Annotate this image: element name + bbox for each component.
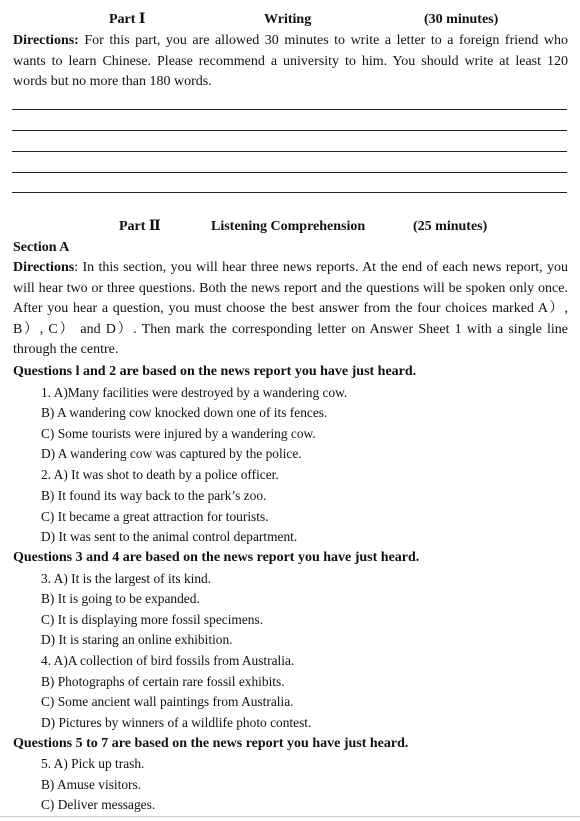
question-option: C) It is displaying more fossil specimens. xyxy=(41,612,264,627)
part1-number: Part Ⅰ xyxy=(109,12,146,27)
question-option: B) Photographs of certain rare fossil exhibits. xyxy=(41,674,285,689)
page-bottom-edge xyxy=(0,816,580,817)
question-option: C) Some tourists were injured by a wandering cow. xyxy=(41,426,316,441)
writing-line xyxy=(12,151,567,152)
question-option: 2. A) It was shot to death by a police officer. xyxy=(41,467,279,482)
part1-directions-label: Directions: xyxy=(13,33,79,48)
part2-directions-text: : In this section, you will hear three news reports. At the end of each news report, you will hear two or three questions. Both the news report and the questions will be spoken only once. After you hear a question, you must choose the best answer from the four choices marked A）, B）, C） and D）. Then mark the corresponding letter on Answer Sheet 1 with a single line through the centre. xyxy=(13,260,568,357)
question-option: D) It is staring an online exhibition. xyxy=(41,632,233,647)
question-option: 5. A) Pick up trash. xyxy=(41,756,145,771)
question-option: C) Deliver messages. xyxy=(41,797,156,812)
part2-directions-label: Directions xyxy=(13,260,75,275)
part2-time: (25 minutes) xyxy=(413,219,488,234)
part2-directions xyxy=(13,258,568,361)
question-option: D) Pictures by winners of a wildlife photo contest. xyxy=(41,715,312,730)
part2-title: Listening Comprehension xyxy=(211,219,366,234)
part2-number: Part Ⅱ xyxy=(119,219,161,234)
question-group-heading: Questions 3 and 4 are based on the news report you have just heard. xyxy=(13,550,420,565)
question-group-heading: Questions l and 2 are based on the news report you have just heard. xyxy=(13,364,417,379)
writing-line xyxy=(12,192,567,193)
writing-line xyxy=(12,130,567,131)
question-group-heading: Questions 5 to 7 are based on the news report you have just heard. xyxy=(13,736,409,751)
part1-directions xyxy=(13,31,568,93)
question-option: D) A wandering cow was captured by the police. xyxy=(41,446,302,461)
part1-title: Writing xyxy=(264,12,312,27)
writing-line xyxy=(12,172,567,173)
question-option: C) It became a great attraction for tourists. xyxy=(41,509,269,524)
part1-directions-text: For this part, you are allowed 30 minutes to write a letter to a foreign friend who wants to learn Chinese. Please recommend a university to him. You should write at least 120 words but no more than 180 words. xyxy=(13,33,568,89)
question-option: 1. A)Many facilities were destroyed by a wandering cow. xyxy=(41,385,348,400)
writing-line xyxy=(12,109,567,110)
question-option: B) A wandering cow knocked down one of its fences. xyxy=(41,405,328,420)
part1-time: (30 minutes) xyxy=(424,12,499,27)
question-option: 3. A) It is the largest of its kind. xyxy=(41,571,212,586)
question-option: B) Amuse visitors. xyxy=(41,777,142,792)
section-a-heading: Section A xyxy=(13,240,70,255)
question-option: B) It is going to be expanded. xyxy=(41,591,200,606)
question-option: C) Some ancient wall paintings from Australia. xyxy=(41,694,294,709)
question-option: B) It found its way back to the park’s zoo. xyxy=(41,488,267,503)
question-option: 4. A)A collection of bird fossils from Australia. xyxy=(41,653,295,668)
question-option: D) It was sent to the animal control department. xyxy=(41,529,298,544)
